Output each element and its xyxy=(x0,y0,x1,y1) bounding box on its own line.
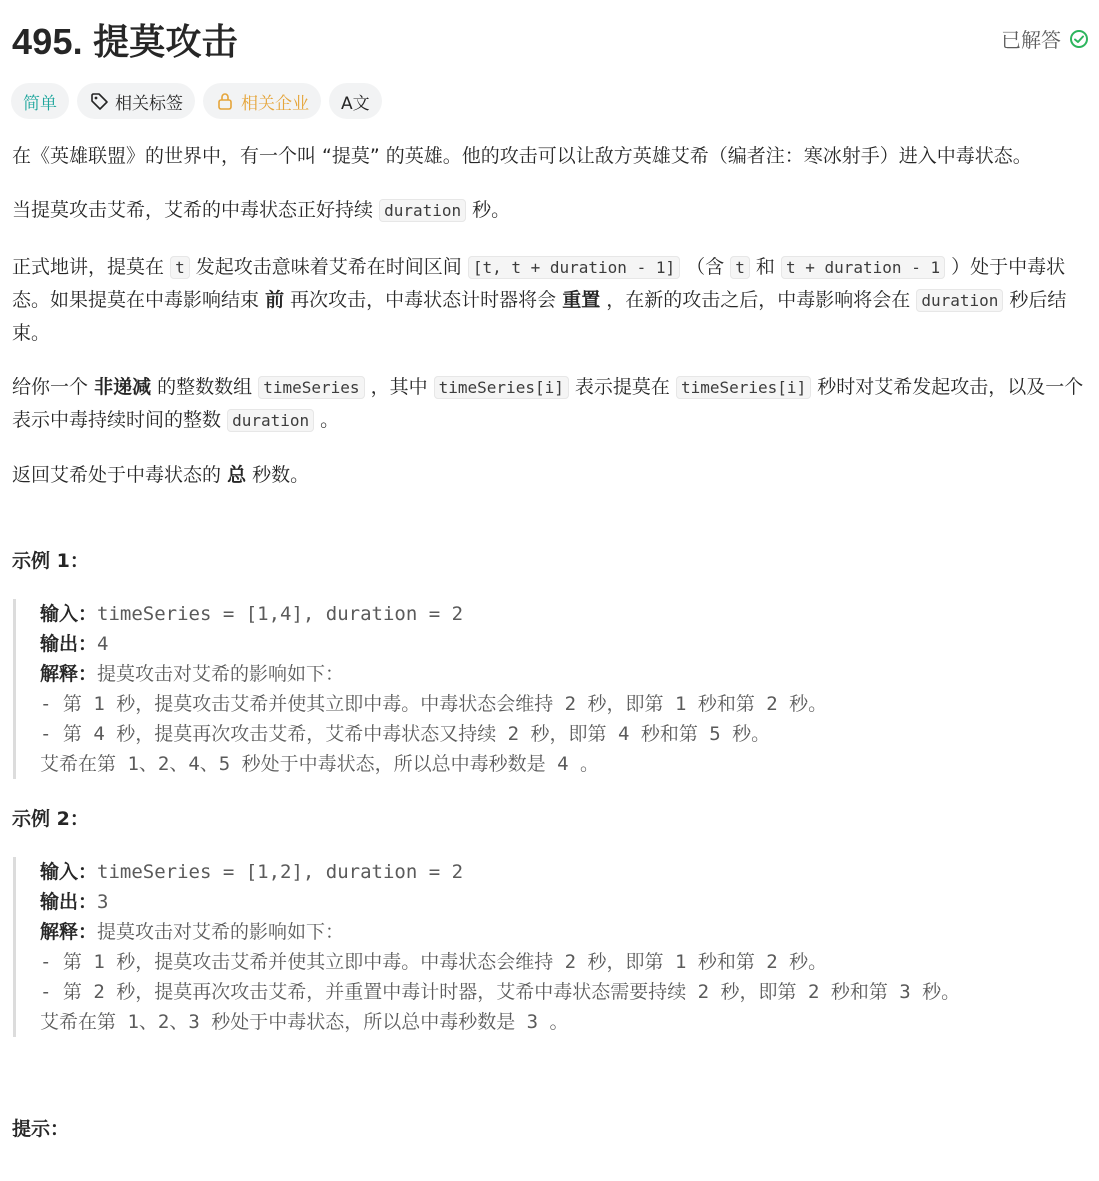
explain-text: 提莫攻击对艾希的影响如下： xyxy=(97,921,345,943)
translate-button[interactable]: A文 xyxy=(329,83,382,119)
inline-code: t xyxy=(170,256,190,279)
example-2-line: 艾希在第 1、2、3 秒处于中毒状态，所以总中毒秒数是 3 。 xyxy=(40,1011,569,1033)
example-1-line: - 第 1 秒，提莫攻击艾希并使其立即中毒。中毒状态会维持 2 秒，即第 1 秒和第 2 秒。 xyxy=(40,693,828,715)
inline-code: [t, t + duration - 1] xyxy=(468,256,680,279)
related-companies-label: 相关企业 xyxy=(241,93,309,114)
inline-code: timeSeries[i] xyxy=(434,376,569,399)
text-span: 。 xyxy=(320,409,340,431)
explain-label: 解释： xyxy=(40,921,98,943)
tag-icon xyxy=(89,91,109,111)
text-span: ，其中 xyxy=(370,376,428,398)
example-1-output-row xyxy=(40,629,1092,659)
example-2-output-row xyxy=(40,887,1092,917)
desc-paragraph-3 xyxy=(12,251,1092,349)
problem-description xyxy=(12,140,1092,1145)
tag-row xyxy=(11,83,382,119)
input-label: 输入： xyxy=(40,861,98,883)
example-2-line: - 第 2 秒，提莫再次攻击艾希，并重置中毒计时器，艾希中毒状态需要持续 2 秒，即第 2 秒和第 3 秒。 xyxy=(40,981,961,1003)
inline-code: t + duration - 1 xyxy=(781,256,945,279)
input-label: 输入： xyxy=(40,603,98,625)
example-1-input-row xyxy=(40,599,1092,629)
inline-code: duration xyxy=(227,409,314,432)
inline-code: duration xyxy=(379,199,466,222)
output-label: 输出： xyxy=(40,633,98,655)
problem-title: 495. 提莫攻击 xyxy=(12,21,238,62)
inline-code: duration xyxy=(916,289,1003,312)
text-span: 再次攻击，中毒状态计时器将会 xyxy=(290,289,557,311)
related-companies-button[interactable] xyxy=(203,83,321,119)
text-span: 正式地讲，提莫在 xyxy=(12,256,165,278)
text-span: 返回艾希处于中毒状态的 xyxy=(12,464,222,486)
difficulty-tag[interactable]: 简单 xyxy=(11,83,69,119)
example-2-input-row xyxy=(40,857,1092,887)
text-span: 秒。 xyxy=(472,199,511,221)
hints-header: 提示： xyxy=(12,1118,70,1140)
inline-code: t xyxy=(730,256,750,279)
check-circle-icon xyxy=(1069,29,1089,49)
input-value: timeSeries = [1,2], duration = 2 xyxy=(97,861,464,883)
text-span: 秒时对艾希发起攻击，以及一个表示中毒持续时间的整数 xyxy=(12,376,1084,431)
text-span: 表示提莫在 xyxy=(574,376,670,398)
example-2-line: - 第 1 秒，提莫攻击艾希并使其立即中毒。中毒状态会维持 2 秒，即第 1 秒和第 2 秒。 xyxy=(40,951,828,973)
bold-text: 前 xyxy=(265,289,285,311)
output-label: 输出： xyxy=(40,891,98,913)
text-span: （含 xyxy=(686,256,725,278)
example-1-explain-row xyxy=(40,659,1092,689)
text-span: 当提莫攻击艾希，艾希的中毒状态正好持续 xyxy=(12,199,374,221)
related-tags-button[interactable] xyxy=(77,83,195,119)
input-value: timeSeries = [1,4], duration = 2 xyxy=(97,603,464,625)
text-span: ）处于中毒状态。如果提莫在中毒影响结束 xyxy=(12,256,1066,311)
text-span: 和 xyxy=(755,256,775,278)
output-value: 4 xyxy=(97,633,109,655)
solved-status xyxy=(1001,24,1089,53)
text-span: ，在新的攻击之后，中毒影响将会在 xyxy=(606,289,911,311)
bold-text: 非递减 xyxy=(94,376,152,398)
text-span: 发起攻击意味着艾希在时间区间 xyxy=(195,256,462,278)
example-1-block xyxy=(13,599,1092,779)
desc-paragraph-5 xyxy=(12,459,1092,491)
output-value: 3 xyxy=(97,891,109,913)
text-span: 秒后结束。 xyxy=(12,289,1067,344)
explain-text: 提莫攻击对艾希的影响如下： xyxy=(97,663,345,685)
inline-code: timeSeries xyxy=(258,376,364,399)
text-span: 秒数。 xyxy=(252,464,310,486)
example-2-block xyxy=(13,857,1092,1037)
inline-code: timeSeries[i] xyxy=(676,376,811,399)
example-1-header: 示例 1： xyxy=(12,550,89,572)
example-2-header: 示例 2： xyxy=(12,808,89,830)
example-1-line: - 第 4 秒，提莫再次攻击艾希，艾希中毒状态又持续 2 秒，即第 4 秒和第 5 秒。 xyxy=(40,723,771,745)
text-span: 给你一个 xyxy=(12,376,89,398)
explain-label: 解释： xyxy=(40,663,98,685)
desc-paragraph-4 xyxy=(12,371,1092,437)
bold-text: 重置 xyxy=(562,289,601,311)
example-1-line: 艾希在第 1、2、4、5 秒处于中毒状态，所以总中毒秒数是 4 。 xyxy=(40,753,599,775)
desc-paragraph-1: 在《英雄联盟》的世界中，有一个叫 “提莫” 的英雄。他的攻击可以让敌方英雄艾希（编者注：寒冰射手）进入中毒状态。 xyxy=(12,145,1032,167)
solved-label: 已解答 xyxy=(1001,28,1061,52)
desc-paragraph-2 xyxy=(12,194,1092,227)
related-tags-label: 相关标签 xyxy=(115,93,183,114)
text-span: 的整数数组 xyxy=(157,376,253,398)
lock-icon xyxy=(215,91,235,111)
bold-text: 总 xyxy=(227,464,247,486)
example-2-explain-row xyxy=(40,917,1092,947)
